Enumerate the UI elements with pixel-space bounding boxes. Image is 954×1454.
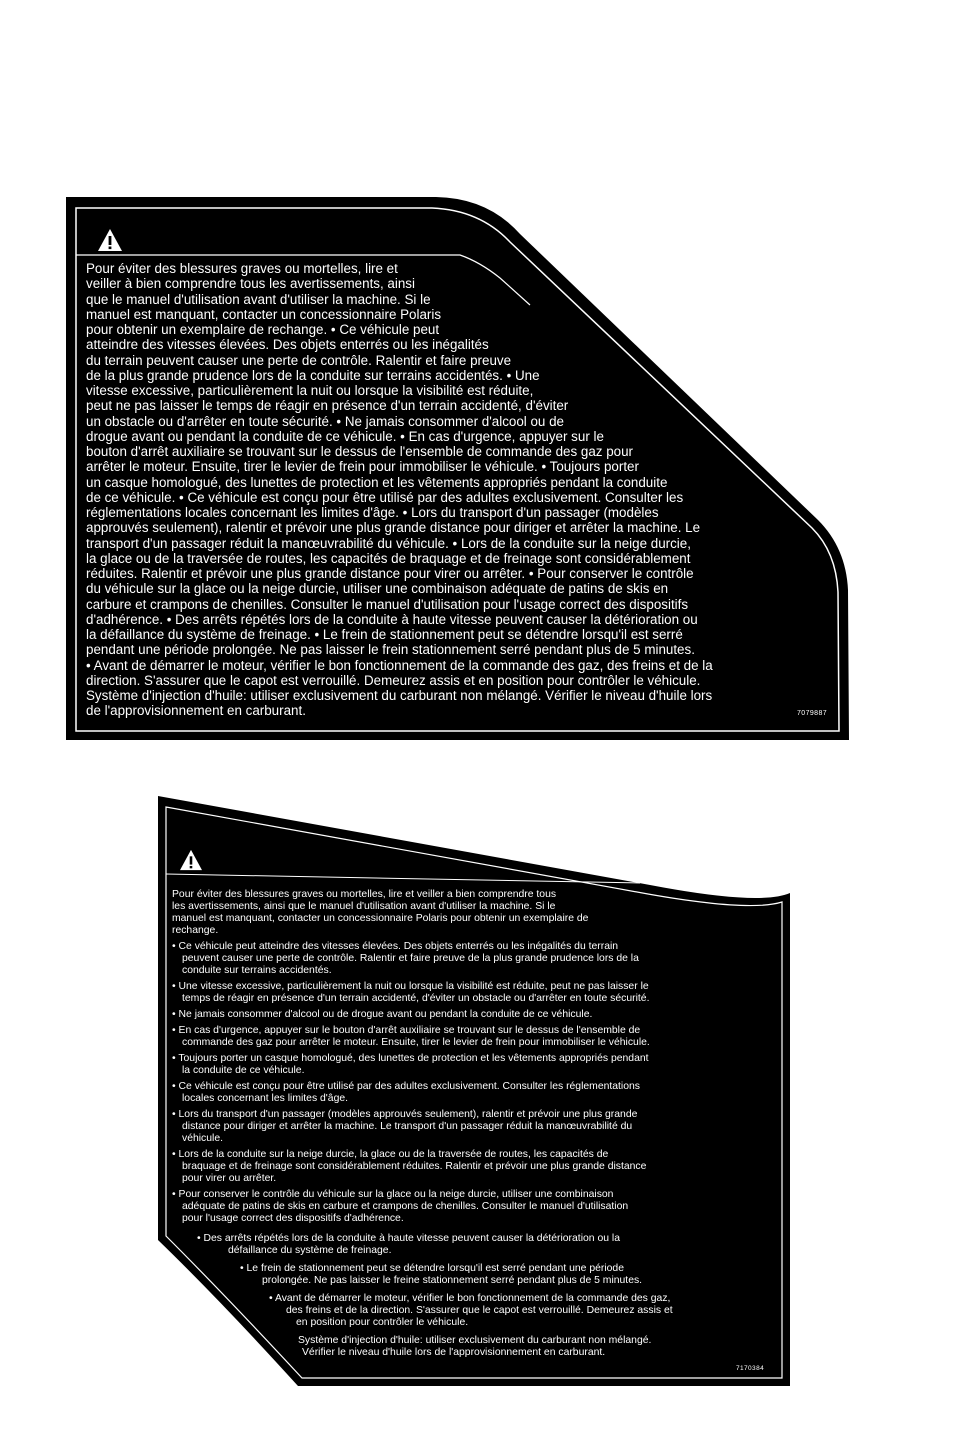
label-2-line: commande des gaz pour arrêter le moteur. Ensuite, tirer le levier de frein pour immobiliser le véhicule. [182,1037,650,1048]
label-2-line: rechange. [172,925,219,936]
label-1-line: veiller à bien comprendre tous les avertissements, ainsi [86,276,415,292]
label-1-line: de l'approvisionnement en carburant. [86,703,306,719]
label-1-line: manuel est manquant, contacter un concessionnaire Polaris [86,306,442,322]
label-2-part-number: 7170384 [736,1365,765,1372]
label-1-line: vitesse excessive, particulièrement la nuit ou lorsque la visibilité est réduite, [86,383,534,398]
label-1-line: réduites. Ralentir et prévoir une plus grande distance pour virer ou arrêter. • Pour conserver le contrôle [86,566,694,581]
label-2-line: • Ce véhicule est conçu pour être utilisé par des adultes exclusivement. Consulter les réglementations [172,1081,640,1092]
label-2-line: peuvent causer une perte de contrôle. Ralentir et faire preuve de la plus grande prudence lors de la [182,953,639,964]
label-1-line: la défaillance du système de freinage. • Le frein de stationnement peut se détendre lorsqu'il est serré [86,627,683,642]
label-1-line: du terrain peuvent causer une perte de contrôle. Ralentir et faire preuve [86,352,512,368]
label-2-line: conduite sur terrains accidentés. [182,965,332,976]
label-1-line: de la plus grande prudence lors de la conduite sur terrains accidentés. • Une [86,367,540,383]
label-1-line: de ce véhicule. • Ce véhicule est conçu pour être utilisé par des adultes exclusivement. Consulter les [86,489,684,505]
label-2-line: en position pour contrôler le véhicule. [296,1317,469,1328]
label-1-line: que le manuel d'utilisation avant d'utiliser la machine. Si le [86,291,431,307]
label-1-line: un casque homologué, des lunettes de protection et les vêtements appropriés pendant la conduite [86,474,668,490]
label-2-line: • Une vitesse excessive, particulièrement la nuit ou lorsque la visibilité est réduite, peut ne pas laisser le [172,981,649,992]
label-2-line: Vérifier le niveau d'huile lors de l'approvisionnement en carburant. [302,1347,606,1358]
label-2-line: temps de réagir en présence d'un terrain accidenté, d'éviter un obstacle ou d'arrêter en toute sécurité. [182,993,650,1004]
label-1-line: un obstacle ou d'arrêter en toute sécurité. • Ne jamais consommer d'alcool ou de [86,413,564,429]
label-1-line: Système d'injection d'huile: utiliser exclusivement du carburant non mélangé. Vérifier le niveau d'huile lors [86,688,713,703]
label-2-line: • Le frein de stationnement peut se détendre lorsqu'il est serré pendant une période [240,1263,624,1274]
label-1-line: peut ne pas laisser le temps de réagir en présence d'un terrain accidenté, d'éviter [86,398,569,414]
label-1-line: carbure et crampons de chenilles. Consulter le manuel d'utilisation pour l'usage correct des dispositifs [86,596,689,612]
label-1-line: Pour éviter des blessures graves ou mortelles, lire et [86,261,398,276]
label-2-line: locales concernant les limites d'âge. [182,1093,349,1104]
label-1-line: direction. S'assurer que le capot est verrouillé. Demeurez assis et en position pour contrôler le véhicule. [86,672,701,688]
label-1-line: approuvés seulement), ralentir et prévoir une plus grande distance pour diriger et arrêter la machine. Le [86,520,701,536]
label-2-line: véhicule. [182,1133,224,1144]
label-1-line: drogue avant ou pendant la conduite de ce véhicule. • En cas d'urgence, appuyer sur le [86,428,604,444]
label-1-line: d'adhérence. • Des arrêts répétés lors de la conduite à haute vitesse peuvent causer la détérioration ou [86,611,698,627]
label-2-line: Pour éviter des blessures graves ou mortelles, lire et veiller a bien comprendre tous [172,889,557,900]
label-2-line: • Lors de la conduite sur la neige durcie, la glace ou de la traversée de routes, les capacités de [172,1149,609,1160]
label-1-line: réglementations locales concernant les limites d'âge. • Lors du transport d'un passager (modèles [86,505,659,520]
label-1-line: • Avant de démarrer le moteur, vérifier le bon fonctionnement de la commande des gaz, des freins et de la [86,657,713,673]
label-1-line: atteindre des vitesses élevées. Des objets enterrés ou les inégalités [86,337,489,353]
label-2-line: • Ne jamais consommer d'alcool ou de drogue avant ou pendant la conduite de ce véhicule. [172,1009,593,1020]
label-2-line: • En cas d'urgence, appuyer sur le bouton d'arrêt auxiliaire se trouvant sur le dessus de l'ensemble de [172,1025,641,1036]
label-1-line: bouton d'arrêt auxiliaire se trouvant sur le dessus de l'ensemble de commande des gaz pour [86,444,634,459]
label-1-line: du véhicule sur la glace ou la neige durcie, utiliser une combinaison adéquate de patins de skis en [86,581,669,597]
label-2-line: • Lors du transport d'un passager (modèles approuvés seulement), ralentir et prévoir une plus grande [172,1109,638,1120]
label-2-line: braquage et de freinage sont considérablement réduites. Ralentir et prévoir une plus grande distance [182,1161,647,1172]
label-1-line: la glace ou de la traversée de routes, les capacités de braquage et de freinage sont considérablement [86,550,691,566]
label-1-line: pendant une période prolongée. Ne pas laisser le frein stationnement serré pendant plus de 5 minutes. [86,642,695,658]
label-2-line: pour virer ou arrêter. [182,1173,277,1184]
label-2-line: • Toujours porter un casque homologué, des lunettes de protection et les vêtements appropriés pendant [172,1053,649,1064]
label-1-part-number: 7079887 [797,710,828,717]
label-1-line: arrêter le moteur. Ensuite, tirer le levier de frein pour immobiliser le véhicule. • Toujours porter [86,459,639,475]
label-2-line: adéquate de patins de skis en carbure et crampons de chenilles. Consulter le manuel d'utilisation [182,1201,629,1212]
label-1-line: transport d'un passager réduit la manœuvrabilité du véhicule. • Lors de la conduite sur la neige durcie, [86,535,691,551]
label-2-line: • Des arrêts répétés lors de la conduite à haute vitesse peuvent causer la détérioration ou la [197,1233,620,1244]
label-1-line: pour obtenir un exemplaire de rechange. • Ce véhicule peut [86,322,440,337]
label-2-line: défaillance du système de freinage. [228,1245,392,1256]
label-2-line: les avertissements, ainsi que le manuel d'utilisation avant d'utiliser la machine. Si le [172,901,556,912]
label-2-line: manuel est manquant, contacter un concessionnaire Polaris pour obtenir un exemplaire de [172,913,589,924]
label-2-line: pour l'usage correct des dispositifs d'adhérence. [182,1213,404,1224]
label-2-line: Système d'injection d'huile: utiliser exclusivement du carburant non mélangé. [298,1335,652,1346]
label-2-line: la conduite de ce véhicule. [182,1065,305,1076]
label-2-line: distance pour diriger et arrêter la machine. Le transport d'un passager réduit la manœuvrabilité du [182,1121,633,1132]
label-2-line: • Pour conserver le contrôle du véhicule sur la glace ou la neige durcie, utiliser une combinaison [172,1189,614,1200]
label-2-line: • Avant de démarrer le moteur, vérifier le bon fonctionnement de la commande des gaz, [269,1293,671,1304]
label-2-line: • Ce véhicule peut atteindre des vitesses élevées. Des objets enterrés ou les inégalités du terrain [172,941,619,952]
label-2-line: prolongée. Ne pas laisser le freine stationnement serré pendant plus de 5 minutes. [262,1275,643,1286]
label-2-line: des freins et de la direction. S'assurer que le capot est verrouillé. Demeurez assis et [286,1305,673,1316]
